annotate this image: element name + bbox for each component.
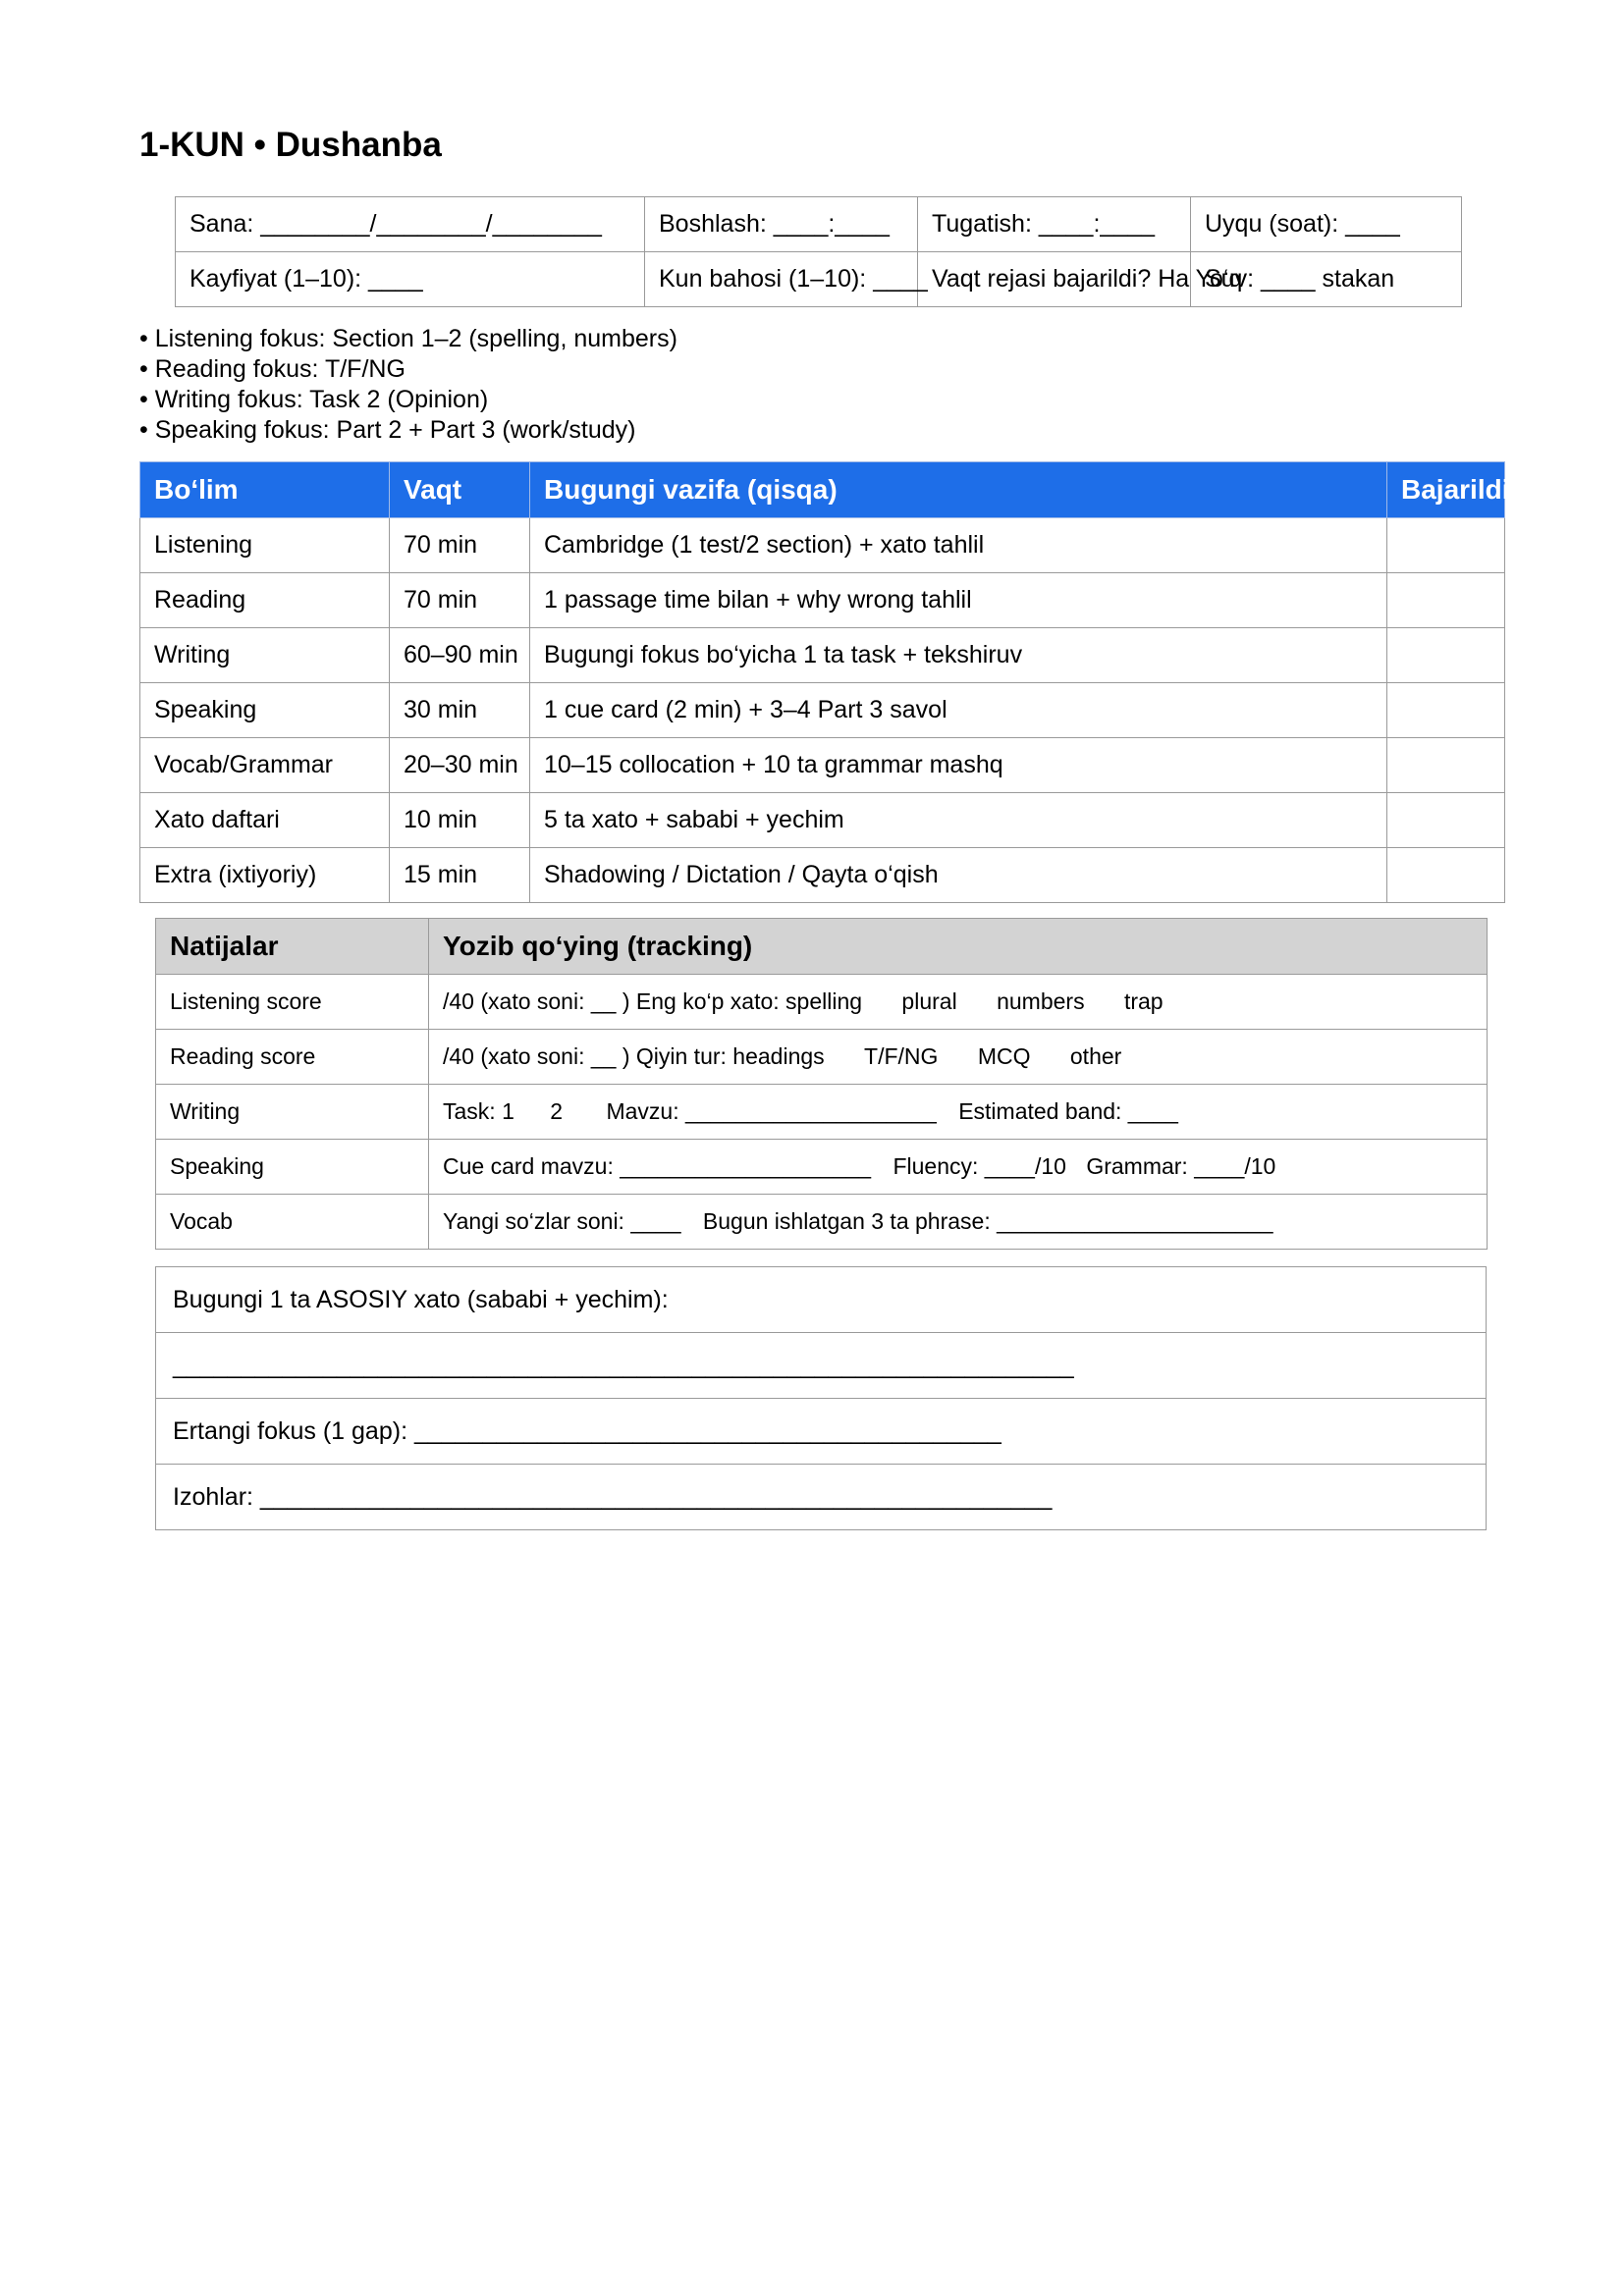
vaqt-cell: 60–90 min: [390, 628, 530, 683]
izohlar-field[interactable]: Izohlar: __________________________________________________________: [156, 1465, 1487, 1530]
vaqt-cell: 30 min: [390, 683, 530, 738]
bajarildi-cell[interactable]: [1387, 518, 1505, 573]
col-tracking: Yozib qo‘ying (tracking): [429, 919, 1488, 975]
vocab-field[interactable]: [429, 1195, 1488, 1250]
table-row: [156, 1140, 1488, 1195]
col-bolim: Bo‘lim: [140, 462, 390, 518]
vaqt-cell: 20–30 min: [390, 738, 530, 793]
bolim-cell: Listening: [140, 518, 390, 573]
vaqt-cell: 15 min: [390, 848, 530, 903]
writing-field[interactable]: [429, 1085, 1488, 1140]
bajarildi-cell[interactable]: [1387, 628, 1505, 683]
vazifa-cell: Bugungi fokus bo‘yicha 1 ta task + tekshiruv: [530, 628, 1387, 683]
table-row: [156, 975, 1488, 1030]
asosiy-xato-label: Bugungi 1 ta ASOSIY xato (sababi + yechim):: [156, 1267, 1487, 1333]
bolim-cell: Xato daftari: [140, 793, 390, 848]
results-tracking-table: [155, 918, 1488, 1250]
grammar-field[interactable]: Grammar: ____/10: [1086, 1153, 1276, 1179]
table-row: [140, 573, 1505, 628]
phrase-field[interactable]: Bugun ishlatgan 3 ta phrase: ______________________: [702, 1208, 1273, 1234]
vazifa-cell: 1 passage time bilan + why wrong tahlil: [530, 573, 1387, 628]
col-natijalar: Natijalar: [156, 919, 429, 975]
reading-score-field[interactable]: [429, 1030, 1488, 1085]
table-row: [156, 1085, 1488, 1140]
estimated-band-field[interactable]: Estimated band: ____: [958, 1098, 1178, 1124]
listening-score-text: /40 (xato soni: __ ) Eng ko‘p xato: spelling: [443, 988, 863, 1014]
daily-plan-table: [139, 461, 1510, 903]
bajarildi-cell[interactable]: [1387, 573, 1505, 628]
vaqt-cell: 10 min: [390, 793, 530, 848]
option-numbers[interactable]: numbers: [997, 988, 1085, 1014]
bajarildi-cell[interactable]: [1387, 848, 1505, 903]
vaqt-cell: 70 min: [390, 518, 530, 573]
vocab-label: Vocab: [156, 1195, 429, 1250]
vazifa-cell: 5 ta xato + sababi + yechim: [530, 793, 1387, 848]
option-mcq[interactable]: MCQ: [977, 1043, 1031, 1069]
bolim-cell: Extra (ixtiyoriy): [140, 848, 390, 903]
vazifa-cell: 1 cue card (2 min) + 3–4 Part 3 savol: [530, 683, 1387, 738]
col-vaqt: Vaqt: [390, 462, 530, 518]
speaking-field[interactable]: [429, 1140, 1488, 1195]
listening-score-field[interactable]: [429, 975, 1488, 1030]
reading-score-text: /40 (xato soni: __ ) Qiyin tur: headings: [443, 1043, 825, 1069]
reading-score-label: Reading score: [156, 1030, 429, 1085]
sana-field[interactable]: Sana: ________/________/________: [176, 197, 645, 252]
table-row: [140, 683, 1505, 738]
table-row: [140, 518, 1505, 573]
table-row: [140, 848, 1505, 903]
yangi-sozlar-field[interactable]: Yangi so‘zlar soni: ____: [443, 1208, 681, 1234]
focus-writing: • Writing fokus: Task 2 (Opinion): [139, 386, 489, 413]
option-other[interactable]: other: [1069, 1043, 1122, 1069]
uyqu-field[interactable]: Uyqu (soat): ____: [1191, 197, 1462, 252]
task-option-1[interactable]: Task: 1: [443, 1098, 514, 1124]
vazifa-cell: Shadowing / Dictation / Qayta o‘qish: [530, 848, 1387, 903]
kun-bahosi-field[interactable]: Kun bahosi (1–10): ____: [645, 252, 918, 307]
focus-reading: • Reading fokus: T/F/NG: [139, 355, 406, 383]
listening-score-label: Listening score: [156, 975, 429, 1030]
tugatish-field[interactable]: Tugatish: ____:____: [918, 197, 1191, 252]
vazifa-cell: 10–15 collocation + 10 ta grammar mashq: [530, 738, 1387, 793]
option-tfng[interactable]: T/F/NG: [864, 1043, 939, 1069]
table-row: [140, 793, 1505, 848]
option-trap[interactable]: trap: [1123, 988, 1164, 1014]
bolim-cell: Speaking: [140, 683, 390, 738]
table-row: [140, 628, 1505, 683]
focus-speaking: • Speaking fokus: Part 2 + Part 3 (work/study): [139, 416, 636, 444]
bajarildi-cell[interactable]: [1387, 683, 1505, 738]
page-title: 1-KUN • Dushanba: [139, 126, 442, 164]
bajarildi-cell[interactable]: [1387, 738, 1505, 793]
ertangi-fokus-field[interactable]: Ertangi fokus (1 gap): ___________________________________________: [156, 1399, 1487, 1465]
day-info-table: [175, 196, 1462, 307]
table-row: [156, 1030, 1488, 1085]
table-header-row: [140, 462, 1505, 518]
col-vazifa: Bugungi vazifa (qisqa): [530, 462, 1387, 518]
vaqt-cell: 70 min: [390, 573, 530, 628]
speaking-label: Speaking: [156, 1140, 429, 1195]
table-row: [156, 1195, 1488, 1250]
option-plural[interactable]: plural: [901, 988, 957, 1014]
table-row: [140, 738, 1505, 793]
vazifa-cell: Cambridge (1 test/2 section) + xato tahlil: [530, 518, 1387, 573]
table-header-row: [156, 919, 1488, 975]
reflection-notes-table: [155, 1266, 1487, 1530]
col-bajarildi: Bajarildi: [1387, 462, 1505, 518]
bolim-cell: Writing: [140, 628, 390, 683]
focus-listening: • Listening fokus: Section 1–2 (spelling, numbers): [139, 325, 677, 352]
bolim-cell: Reading: [140, 573, 390, 628]
boshlash-field[interactable]: Boshlash: ____:____: [645, 197, 918, 252]
bolim-cell: Vocab/Grammar: [140, 738, 390, 793]
task-option-2[interactable]: 2: [550, 1098, 564, 1124]
suv-field[interactable]: Suv: ____ stakan: [1191, 252, 1462, 307]
cue-card-field[interactable]: Cue card mavzu: ____________________: [443, 1153, 872, 1179]
vaqt-rejasi-field[interactable]: Vaqt rejasi bajarildi? Ha Yo‘q: [918, 252, 1191, 307]
kayfiyat-field[interactable]: Kayfiyat (1–10): ____: [176, 252, 645, 307]
asosiy-xato-line[interactable]: __________________________________________________________________: [156, 1333, 1487, 1399]
writing-label: Writing: [156, 1085, 429, 1140]
mavzu-field[interactable]: Mavzu: ____________________: [606, 1098, 937, 1124]
bajarildi-cell[interactable]: [1387, 793, 1505, 848]
fluency-field[interactable]: Fluency: ____/10: [893, 1153, 1066, 1179]
